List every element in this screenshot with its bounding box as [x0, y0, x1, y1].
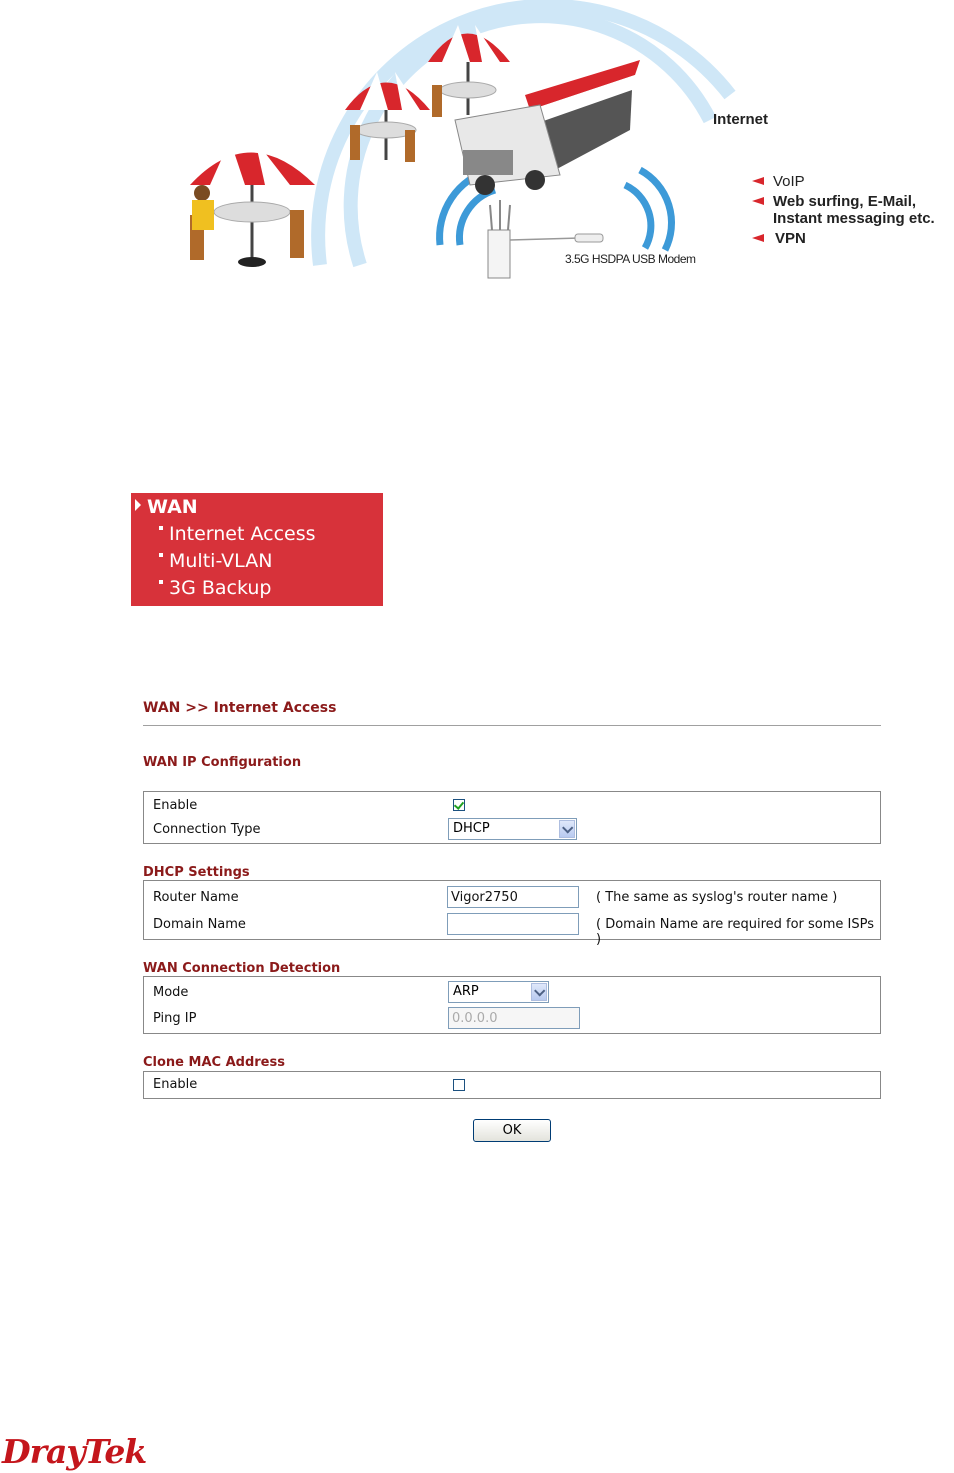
web-surfing-label: Web surfing, E-Mail, — [773, 193, 917, 210]
cafe-scene-graphic — [170, 0, 954, 290]
mode-label: Mode — [153, 985, 189, 1000]
domain-name-hint: ( Domain Name are required for some ISPs ) — [596, 917, 875, 947]
dhcp-section-title: DHCP Settings — [143, 865, 250, 880]
modem-label: 3.5G HSDPA USB Modem — [565, 252, 696, 266]
menu-item-label: Internet Access — [169, 523, 316, 545]
domain-name-label: Domain Name — [153, 917, 246, 932]
wan-detection-box — [143, 976, 881, 1034]
menu-item-3g-backup[interactable] — [159, 577, 272, 599]
router-name-hint: ( The same as syslog's router name ) — [596, 890, 838, 905]
menu-item-label: Multi-VLAN — [169, 550, 273, 572]
vpn-label: VPN — [775, 230, 806, 247]
wan-menu-header-label: WAN — [147, 496, 198, 518]
menu-item-internet-access[interactable] — [159, 523, 316, 545]
wireless-illustration — [170, 0, 954, 290]
ping-ip-label: Ping IP — [153, 1011, 197, 1026]
router-name-label: Router Name — [153, 890, 239, 905]
domain-name-input[interactable] — [447, 913, 579, 935]
clone-mac-section-title: Clone MAC Address — [143, 1055, 285, 1070]
connection-type-value: DHCP — [453, 821, 490, 836]
bullet-icon — [159, 580, 163, 584]
chevron-down-icon[interactable] — [531, 983, 547, 1001]
draytek-logo: DrayTek — [2, 1432, 147, 1471]
clone-mac-enable-checkbox[interactable] — [453, 1079, 465, 1091]
wan-ip-section-title: WAN IP Configuration — [143, 755, 302, 770]
detection-section-title: WAN Connection Detection — [143, 961, 341, 976]
internet-label: Internet — [713, 111, 769, 128]
wan-menu-header[interactable] — [135, 496, 198, 518]
breadcrumb: WAN >> Internet Access — [143, 700, 337, 716]
ping-ip-input[interactable] — [448, 1007, 580, 1029]
voip-label: VoIP — [773, 173, 805, 190]
ok-button[interactable]: OK — [473, 1119, 551, 1142]
wan-enable-checkbox[interactable] — [453, 799, 465, 811]
chevron-down-icon[interactable] — [559, 820, 575, 838]
expand-arrow-icon — [135, 499, 141, 511]
wan-menu — [131, 493, 383, 606]
mode-value: ARP — [453, 984, 479, 999]
connection-type-label: Connection Type — [153, 822, 261, 837]
mode-select[interactable] — [448, 981, 549, 1003]
router-name-input[interactable] — [447, 886, 579, 908]
bullet-icon — [159, 526, 163, 530]
connection-type-select[interactable] — [448, 818, 577, 840]
enable-label: Enable — [153, 798, 198, 813]
clone-mac-box — [143, 1071, 881, 1099]
instant-messaging-label: Instant messaging etc. — [773, 210, 935, 227]
menu-item-multi-vlan[interactable] — [159, 550, 272, 572]
clone-mac-enable-label: Enable — [153, 1077, 198, 1092]
bullet-icon — [159, 553, 163, 557]
dhcp-settings-box — [143, 880, 881, 947]
menu-item-label: 3G Backup — [169, 577, 272, 599]
wan-ip-config-box — [143, 791, 881, 844]
title-divider — [143, 725, 881, 726]
